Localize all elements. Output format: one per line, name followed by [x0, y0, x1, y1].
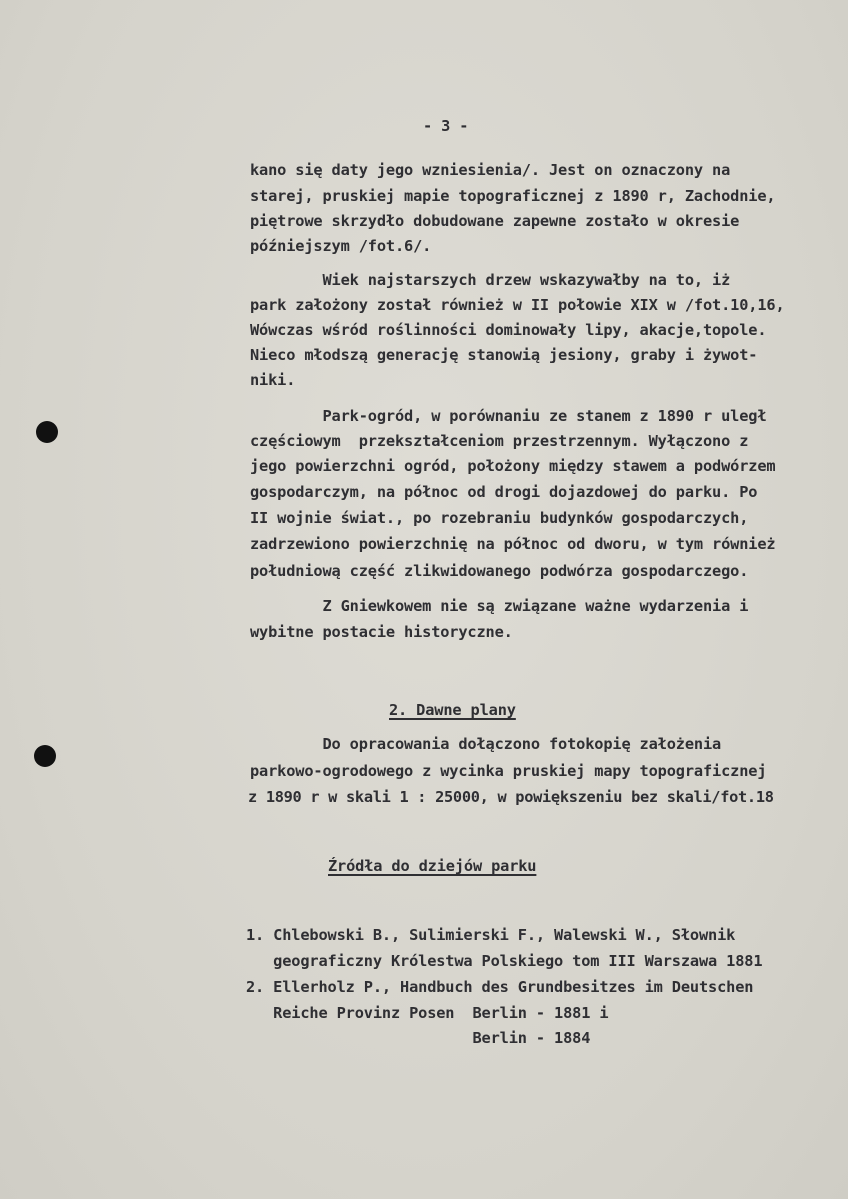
section-2-line: parkowo-ogrodowego z wycinka pruskiej mapy topograficznej: [250, 762, 767, 780]
punch-hole-upper: [36, 421, 58, 443]
section-2-line: Do opracowania dołączono fotokopię założenia: [250, 735, 722, 753]
paragraph-3-line: częściowym przekształceniom przestrzennym. Wyłączono z: [250, 432, 749, 450]
source-item-line: Reiche Provinz Posen Berlin - 1881 i: [246, 1004, 609, 1022]
paragraph-2-line: Wiek najstarszych drzew wskazywałby na to, iż: [250, 271, 731, 289]
page-number: - 3 -: [423, 117, 469, 135]
source-item-line: Berlin - 1884: [246, 1029, 591, 1047]
paragraph-3-line: Park-ogród, w porównaniu ze stanem z 1890 r uległ: [250, 407, 767, 425]
source-item-line: 2. Ellerholz P., Handbuch des Grundbesitzes im Deutschen: [246, 978, 754, 996]
paragraph-3-line: jego powierzchni ogród, położony między stawem a podwórzem: [250, 457, 776, 475]
paragraph-2-line: Nieco młodszą generację stanowią jesiony, graby i żywot-: [250, 346, 758, 364]
section-heading-zrodla: Źródła do dziejów parku: [328, 857, 537, 875]
source-item-line: geograficzny Królestwa Polskiego tom III Warszawa 1881: [246, 952, 763, 970]
paragraph-2-line: Wówczas wśród roślinności dominowały lipy, akacje,topole.: [250, 321, 767, 339]
paragraph-2-line: niki.: [250, 371, 296, 389]
paragraph-4-line: wybitne postacie historyczne.: [250, 623, 513, 641]
paragraph-3-line: gospodarczym, na północ od drogi dojazdowej do parku. Po: [250, 483, 758, 501]
paragraph-4-line: Z Gniewkowem nie są związane ważne wydarzenia i: [250, 597, 749, 615]
section-heading-dawne-plany: 2. Dawne plany: [389, 701, 516, 719]
paragraph-1-line: późniejszym /fot.6/.: [250, 237, 432, 255]
paragraph-1-line: kano się daty jego wzniesienia/. Jest on oznaczony na: [250, 161, 731, 179]
section-2-line: z 1890 r w skali 1 : 25000, w powiększeniu bez skali/fot.18: [248, 788, 774, 806]
paragraph-1-line: starej, pruskiej mapie topograficznej z 1890 r, Zachodnie,: [250, 187, 776, 205]
source-item-line: 1. Chlebowski B., Sulimierski F., Walewski W., Słownik: [246, 926, 736, 944]
paragraph-1-line: piętrowe skrzydło dobudowane zapewne zostało w okresie: [250, 212, 740, 230]
paragraph-2-line: park założony został również w II połowie XIX w /fot.10,16,: [250, 296, 785, 314]
paragraph-3-line: II wojnie świat., po rozebraniu budynków gospodarczych,: [250, 509, 749, 527]
paragraph-3-line: południową część zlikwidowanego podwórza gospodarczego.: [250, 562, 749, 580]
paragraph-3-line: zadrzewiono powierzchnię na północ od dworu, w tym również: [250, 535, 776, 553]
punch-hole-lower: [34, 745, 56, 767]
